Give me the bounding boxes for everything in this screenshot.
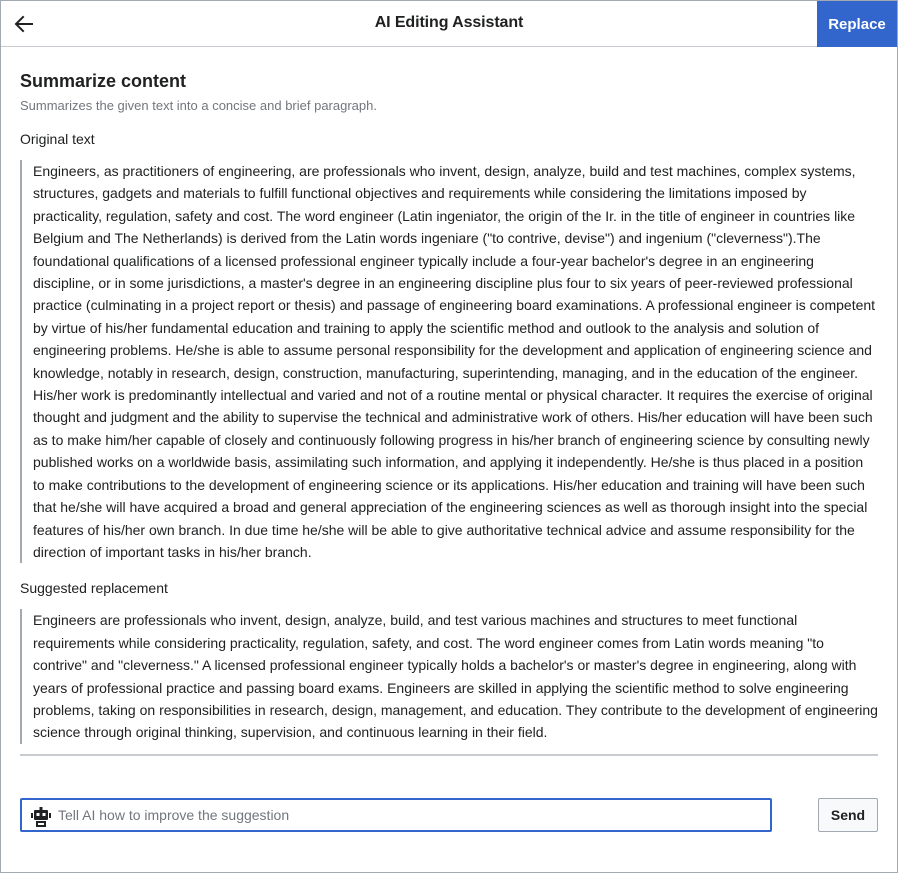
send-button[interactable]: Send [818, 798, 878, 832]
replace-button[interactable]: Replace [817, 1, 897, 47]
original-text-block: Engineers, as practitioners of engineering, are professionals who invent, design, analyze, build and test machines, complex systems, structures, gadgets and materials to fulfill functional objectives and requirements while considering the limitations imposed by practicality, regulation, safety and cost. The word engineer (Latin ingeniator, the origin of the Ir. in the title of engineer in countries like Belgium and The Netherlands) is derived from the Latin words ingeniare ("to contrive, devise") and ingenium ("cleverness").The foundational qualifications of a licensed professional engineer typically include a four-year bachelor's degree in an engineering discipline, or in some jurisdictions, a master's degree in an engineering discipline plus four to six years of peer-reviewed professional practice (culminating in a project report or thesis) and passage of engineering board examinations. A professional engineer is competent by virtue of his/her fundamental education and training to apply the scientific method and outlook to the analysis and solution of engineering problems. He/she is able to assume personal responsibility for the development and application of engineering science and knowledge, notably in research, design, construction, manufacturing, superintending, managing, and in the education of the engineer. His/her work is predominantly intellectual and varied and not of a routine mental or physical character. It requires the exercise of original thought and judgment and the ability to supervise the technical and administrative work of others. His/her education will have been such as to make him/her capable of closely and continuously following progress in his/her branch of engineering science by consulting newly published works on a worldwide basis, assimilating such information, and applying it independently. He/she is thus placed in a position to make contributions to the development of engineering science or its applications. His/her education and training will have been such that he/she will have acquired a broad and general appreciation of the engineering sciences as well as thorough insight into the special features of his/her own branch. In due time he/she will be able to give authoritative technical advice and assume responsibility for the direction of important tasks in his/her branch. [20, 160, 878, 563]
section-title: Summarize content [20, 71, 187, 91]
prompt-row [20, 798, 878, 832]
content-divider [20, 754, 878, 756]
suggested-replacement-block: Engineers are professionals who invent, design, analyze, build, and test various machines and structures to meet functional requirements while considering practicality, regulation, safety, and cost. The word engineer comes from Latin words meaning "to contrive" and "cleverness." A licensed professional engineer typically holds a bachelor's or master's degree in engineering, along with years of professional practice and passing board exams. Engineers are skilled in applying the scientific method to solve engineering problems, taking on responsibilities in research, design, management, and education. They contribute to the development of engineering science through original thinking, supervision, and continuous learning in their field. [20, 609, 878, 743]
dialog-title: AI Editing Assistant [374, 14, 524, 31]
dialog-header [1, 1, 897, 47]
robot-icon [31, 807, 51, 827]
prompt-input[interactable] [58, 800, 758, 830]
suggested-replacement-label: Suggested replacement [20, 580, 168, 597]
prompt-input-wrapper[interactable] [20, 798, 772, 832]
section-description: Summarizes the given text into a concise and brief paragraph. [20, 98, 377, 113]
dialog-content [20, 69, 878, 756]
original-text-label: Original text [20, 131, 95, 147]
